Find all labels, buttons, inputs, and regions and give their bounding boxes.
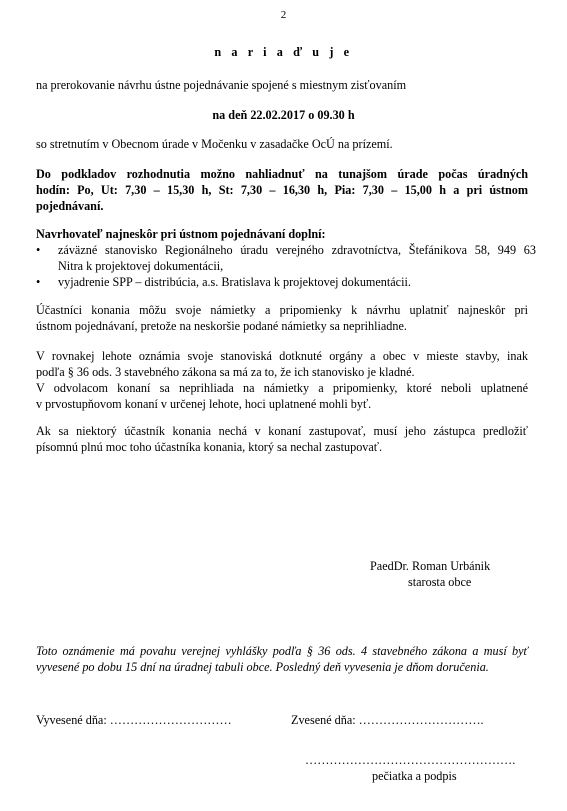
- removed-date-field: Zvesené dňa: ………………………….: [291, 713, 484, 727]
- intro-text: na prerokovanie návrhu ústne pojednávanie spojené s miestnym zisťovaním: [36, 78, 407, 92]
- signature-line: …………………………………………….: [305, 753, 516, 767]
- participants-paragraph: [36, 302, 528, 334]
- hearing-date: na deň 22.02.2017 o 09.30 h: [212, 108, 355, 122]
- signatory-name: PaedDr. Roman Urbánik: [370, 559, 491, 573]
- representation-paragraph: [36, 423, 528, 455]
- paragraph-line: v prvostupňovom konaní v určenej lehote, hoci uplatnené mohli byť.: [36, 397, 372, 411]
- signatory-block: [370, 558, 510, 590]
- decision-heading: n a r i a ď u j e: [214, 45, 353, 59]
- office-hours-paragraph: [36, 166, 528, 214]
- paragraph-line: V odvolacom konaní sa neprihliada na námietky a pripomienky, ktoré neboli uplatnené: [36, 381, 528, 395]
- notice-line: vyvesené po dobu 15 dní na úradnej tabuli obce. Posledný deň vyvesenia je dňom doručenia.: [36, 660, 489, 674]
- paragraph-line: V rovnakej lehote oznámia svoje stanoviská dotknuté orgány a obec v mieste stavby, inak: [36, 349, 528, 363]
- notice-line: Toto oznámenie má povahu verejnej vyhlášky podľa § 36 ods. 4 stavebného zákona a musí byť: [36, 644, 528, 658]
- list-item-text: Nitra k projektovej dokumentácii,: [58, 259, 224, 273]
- proposer-heading: Navrhovateľ najneskôr pri ústnom pojednávaní doplní:: [36, 227, 326, 241]
- paragraph-line: Účastníci konania môžu svoje námietky a pripomienky k návrhu uplatniť najneskôr pri: [36, 303, 528, 317]
- office-hours-line: Do podkladov rozhodnutia možno nahliadnuť na tunajšom úrade počas úradných: [36, 167, 528, 181]
- public-notice: [36, 643, 528, 675]
- paragraph-line: ústnom pojednávaní, pretože na neskoršie podané námietky sa neprihliadne.: [36, 319, 407, 333]
- paragraph-line: podľa § 36 ods. 3 stavebného zákona sa má za to, že ich stanovisko je kladné.: [36, 365, 415, 379]
- list-item-text: záväzné stanovisko Regionálneho úradu verejného zdravotníctva, Štefánikova 58, 949 63: [58, 243, 536, 257]
- authorities-paragraph: [36, 348, 528, 412]
- posted-date-field: Vyvesené dňa: …………………………: [36, 713, 232, 727]
- paragraph-line: písomnú plnú moc toho účastníka konania, ktorý sa nechal zastupovať.: [36, 440, 383, 454]
- office-hours-line: pojednávaní.: [36, 199, 104, 213]
- bullet-icon: •: [36, 275, 41, 289]
- list-item: [36, 274, 536, 290]
- list-item: [36, 242, 536, 274]
- office-hours-line: hodín: Po, Ut: 7,30 – 15,30 h, St: 7,30 – 16,30 h, Pia: 7,30 – 15,00 h a pri ústnom: [36, 183, 528, 197]
- list-item-text: vyjadrenie SPP – distribúcia, a.s. Bratislava k projektovej dokumentácii.: [58, 275, 411, 289]
- bullet-icon: •: [36, 243, 41, 257]
- paragraph-line: Ak sa niektorý účastník konania nechá v konaní zastupovať, musí jeho zástupca predložiť: [36, 424, 528, 438]
- stamp-and-signature-label: pečiatka a podpis: [372, 769, 457, 783]
- page-number: 2: [280, 9, 287, 21]
- signatory-role: starosta obce: [408, 575, 472, 589]
- required-documents-list: [36, 242, 536, 290]
- meeting-location: so stretnutím v Obecnom úrade v Močenku v zasadačke OcÚ na prízemí.: [36, 137, 393, 151]
